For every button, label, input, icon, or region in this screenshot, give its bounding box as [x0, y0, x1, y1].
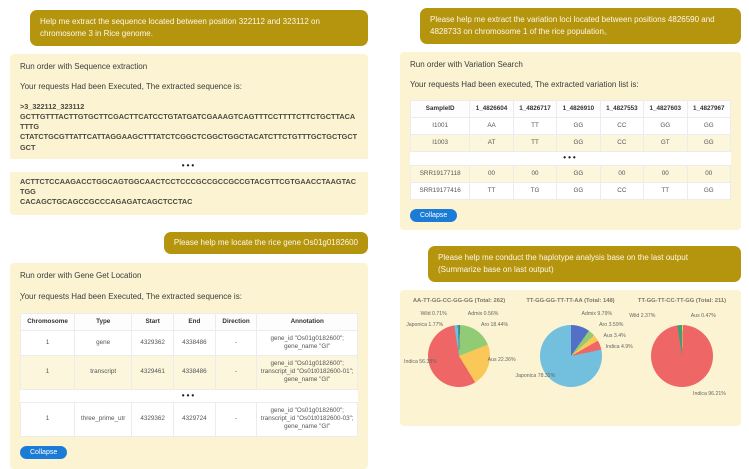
table-cell: 4338486 — [174, 330, 216, 355]
pie-annotation: Japonica 78.32% — [515, 372, 556, 379]
user-prompt-variation-search: Please help me extract the variation loci located between positions 4826590 and 4828733 on chromosome 1 of the rice population。 — [420, 8, 741, 44]
pie-title: TT-GG-GG-TT-TT-AA (Total: 148) — [526, 298, 615, 305]
table-cell: GT — [644, 135, 687, 152]
column-header: 1_4826717 — [513, 100, 556, 117]
gene-location-table-continued — [20, 402, 358, 437]
variation-search-response — [400, 52, 741, 230]
pie-circle — [428, 325, 490, 387]
table-cell: TG — [513, 182, 556, 199]
sequence-extraction-response-continued — [10, 172, 368, 216]
column-header: 1_4826604 — [470, 100, 513, 117]
column-header: Start — [132, 313, 174, 330]
column-header: End — [174, 313, 216, 330]
column-header: Type — [75, 313, 132, 330]
table-cell: 00 — [513, 165, 556, 182]
table-row — [21, 330, 358, 355]
pie-plot-area — [627, 309, 737, 411]
sequence-line: GCTTGTTTACTTGTGCTTCGACTTCATCCTGTATGATCGAAAGTCAGTTTCCTTTTCTTCTGCTTACATTTG — [20, 111, 356, 132]
table-cell: CC — [600, 182, 643, 199]
table-cell: 1 — [21, 356, 75, 390]
table-cell: 1 — [21, 330, 75, 355]
column-header: SampleID — [411, 100, 470, 117]
gene-location-table — [20, 313, 358, 390]
sequence-line: CTATCTGCGTTATTCATTAGGAAGCTTTATCTCGGCTCGGCTGGCTACATCTTCTGTTTGCTGCTGCTGCT — [20, 132, 358, 152]
table-cell: gene_id "Os01g0182600"; transcript_id "Os01t0182600-01"; gene_name "GI" — [257, 356, 358, 390]
table-cell: gene_id "Os01g0182600"; transcript_id "Os01t0182600-03"; gene_name "GI" — [257, 403, 358, 437]
pie-annotation: Indica 56.38% — [404, 358, 437, 365]
table-cell: CC — [600, 117, 643, 134]
user-prompt-sequence-extraction: Help me extract the sequence located between position 322112 and 323112 on chromosome 3 in Rice genome. — [30, 10, 368, 46]
status-text: Your requests Had been Executed, The extracted sequence is: — [20, 82, 242, 92]
left-column — [10, 10, 368, 469]
table-cell: CC — [600, 135, 643, 152]
pie-chart-haplotype-3 — [627, 298, 737, 418]
table-header-row — [411, 100, 731, 117]
table-cell: I1001 — [411, 117, 470, 134]
table-cell: three_prime_utr — [75, 403, 132, 437]
table-cell: AA — [470, 117, 513, 134]
table-cell: gene — [75, 330, 132, 355]
ellipsis-separator: ••• — [10, 159, 368, 172]
table-row — [411, 165, 731, 182]
pie-title: AA-TT-GG-CC-GG-GG (Total: 262) — [412, 298, 506, 305]
pie-annotation: Wild 0.71% — [420, 310, 447, 317]
table-cell: - — [215, 356, 257, 390]
column-header: Chromosome — [21, 313, 75, 330]
run-order-title: Run order with Variation Search — [410, 60, 523, 69]
table-cell: TT — [470, 182, 513, 199]
table-header-row — [21, 313, 358, 330]
table-row — [411, 182, 731, 199]
pie-plot-area — [515, 309, 633, 411]
table-cell: AT — [470, 135, 513, 152]
table-cell: 4338486 — [174, 356, 216, 390]
status-text: Your requests Had been Executed, The extracted sequence is: — [20, 291, 242, 301]
stray-quote: ' — [20, 298, 22, 308]
table-cell: 4329461 — [132, 356, 174, 390]
column-header: 1_4827967 — [687, 100, 731, 117]
pie-annotation: Admix 9.79% — [581, 310, 613, 317]
pie-plot-area — [404, 309, 514, 411]
table-cell: GG — [557, 117, 600, 134]
table-cell: - — [215, 330, 257, 355]
pie-annotation: Aro 18.44% — [481, 321, 509, 328]
user-prompt-gene-location: Please help me locate the rice gene Os01g0182600 — [164, 232, 368, 254]
table-cell: GG — [687, 182, 731, 199]
table-cell: gene_id "Os01g0182600"; gene_name "GI" — [257, 330, 358, 355]
collapse-button[interactable]: Collapse — [20, 446, 67, 459]
table-row — [21, 356, 358, 390]
pie-annotation: Indica 96.21% — [693, 391, 726, 398]
table-row — [411, 135, 731, 152]
pie-annotation: Aro 3.59% — [599, 321, 624, 328]
table-cell: TT — [644, 182, 687, 199]
table-cell: SRR19177416 — [411, 182, 470, 199]
gene-location-response — [10, 263, 368, 468]
right-column — [400, 8, 741, 426]
column-header: 1_4826910 — [557, 100, 600, 117]
variation-table-continued — [410, 165, 731, 200]
table-row — [21, 403, 358, 437]
table-cell: GG — [644, 117, 687, 134]
pie-chart-row — [404, 298, 737, 418]
pie-annotation: Wild 2.37% — [629, 312, 656, 319]
ellipsis-separator: ••• — [20, 390, 358, 402]
table-cell: TT — [513, 135, 556, 152]
run-order-title: Run order with Gene Get Location — [20, 271, 142, 281]
table-cell: transcript — [75, 356, 132, 390]
table-cell: SRR19177118 — [411, 165, 470, 182]
table-row — [411, 117, 731, 134]
user-prompt-haplotype-analysis: Please help me conduct the haplotype analysis base on the last output (Summarize base on last output) — [428, 246, 741, 282]
table-cell: 00 — [644, 165, 687, 182]
table-cell: TT — [513, 117, 556, 134]
table-cell: - — [215, 403, 257, 437]
column-header: Annotation — [257, 313, 358, 330]
table-cell: GG — [557, 182, 600, 199]
table-cell: 00 — [600, 165, 643, 182]
table-cell: GG — [557, 165, 600, 182]
sequence-fasta-header: >3_322112_323112 — [20, 101, 85, 111]
table-cell: GG — [687, 117, 731, 134]
table-cell: I1003 — [411, 135, 470, 152]
table-cell: GG — [687, 135, 731, 152]
pie-annotation: Aus 3.4% — [603, 333, 626, 340]
table-cell: 4329362 — [132, 330, 174, 355]
pie-annotation: Aus 22.36% — [487, 356, 516, 363]
sequence-line: CACAGCTGCAGCCGCCCAGAGATCAGCTCCTAC — [20, 197, 193, 207]
table-cell: 00 — [470, 165, 513, 182]
sequence-line: ACTTCTCCAAGACCTGGCAGTGGCAACTCCTCCCGCCGCCGCCGTACGTTCGTGAACCTAAGTACTGG — [20, 176, 357, 196]
pie-title: TT-GG-TT-CC-TT-GG (Total: 211) — [637, 298, 727, 305]
status-text: Your requests Had been executed, The extracted variation list is: — [410, 80, 639, 90]
pie-chart-haplotype-1 — [404, 298, 514, 418]
pie-annotation: Admix 0.56% — [467, 310, 499, 317]
pie-chart-haplotype-2 — [515, 298, 633, 418]
column-header: Direction — [215, 313, 257, 330]
column-header: 1_4827553 — [600, 100, 643, 117]
collapse-button[interactable]: Collapse — [410, 209, 457, 222]
pie-annotation: Japonica 1.77% — [406, 321, 444, 328]
variation-table — [410, 100, 731, 153]
table-cell: GG — [557, 135, 600, 152]
table-cell: 00 — [687, 165, 731, 182]
pie-annotation: Indica 4.9% — [605, 344, 633, 351]
haplotype-analysis-response — [400, 290, 741, 426]
column-header: 1_4827603 — [644, 100, 687, 117]
run-order-title: Run order with Sequence extraction — [20, 62, 148, 71]
sequence-extraction-response — [10, 54, 368, 159]
table-cell: 1 — [21, 403, 75, 437]
pie-annotation: Aus 0.47% — [690, 312, 716, 319]
table-cell: 4329362 — [132, 403, 174, 437]
table-cell: 4329724 — [174, 403, 216, 437]
pie-circle — [651, 325, 713, 387]
ellipsis-separator: ••• — [410, 152, 731, 164]
